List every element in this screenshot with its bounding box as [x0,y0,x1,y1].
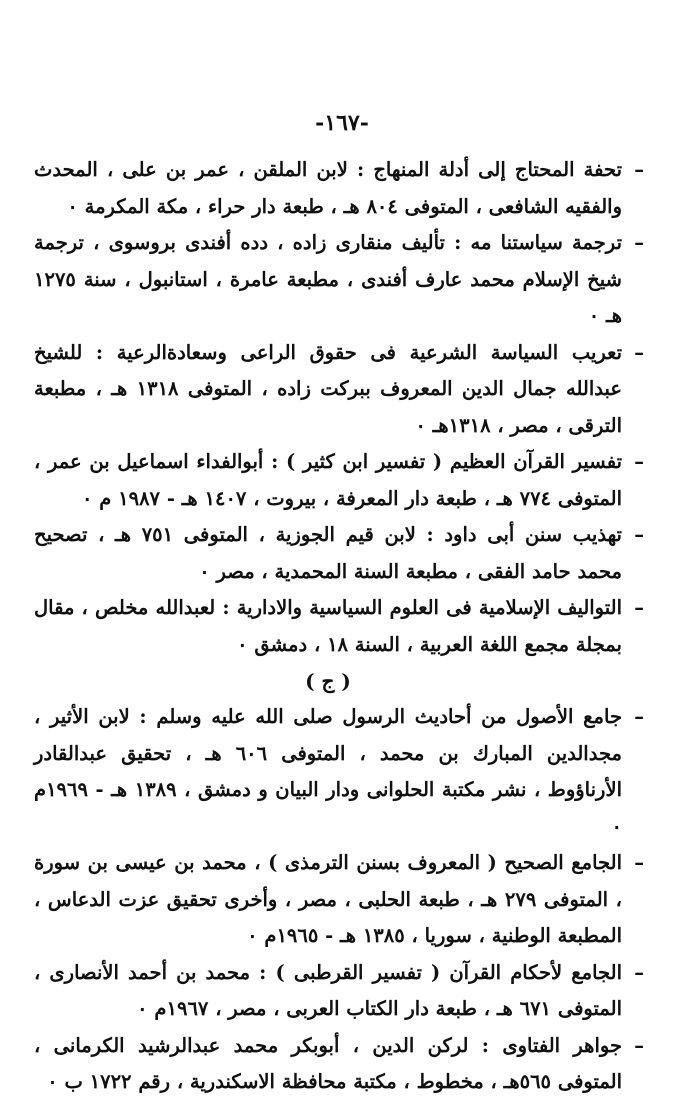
entry-dash: – [634,231,644,254]
entry-text: جامع الأصول من أحاديث الرسول صلى الله عليه وسلم : لابن الأثير ، مجدالدين المبارك بن محمد ، المتوفى ٦٠٦ هـ ، تحقيق عبدالقادر الأرناؤوط ، نشر مكتبة الحلوانى ودار البيان و دمشق ، ١٣٨٩ هـ - ١٩٦٩م ٠ [34,705,622,838]
entry-text: الجامع لأحكام القرآن ( تفسير القرطبى ) : محمد بن أحمد الأنصارى ، المتوفى ٦٧١ هـ ، طبعة دار الكتاب العربى ، مصر ، ١٩٦٧م ٠ [34,960,622,1020]
page-number: -١٦٧- [315,110,369,136]
entry-dash: – [634,450,644,473]
entry-text: تفسير القرآن العظيم ( تفسير ابن كثير ) : أبوالفداء اسماعيل بن عمر ، المتوفى ٧٧٤ هـ ، طبعة دار المعرفة ، بيروت ، ١٤٠٧ هـ - ١٩٨٧ م ٠ [34,450,622,510]
entry-dash: – [634,851,644,874]
bibliography-entry [34,845,644,955]
entry-dash: – [634,1033,644,1057]
entry-dash: – [634,158,644,181]
entry-text: تهذيب سنن أبى داود : لابن قيم الجوزية ، المتوفى ٧٥١ هـ ، تصحيح محمد حامد الفقى ، مطبعة السنة المحمدية ، مصر ٠ [34,523,622,583]
entry-dash: – [634,523,644,546]
bibliography-entry [34,225,644,335]
entry-text: ترجمة سياستنا مه : تأليف منقارى زاده ، دده أفندى بروسوى ، ترجمة شيخ الإسلام محمد عارف أفندى ، مطبعة عامرة ، استانبول ، سنة ١٢٧٥ هـ ٠ [34,231,622,327]
entry-dash: – [634,596,644,619]
entry-text: تعريب السياسة الشرعية فى حقوق الراعى وسعادةالرعية : للشيخ عبدالله جمال الدين المعروف ببركت زاده ، المتوفى ١٣١٨ هـ ، مطبعة الترقى ، مصر ، ١٣١٨هـ ٠ [34,340,623,437]
bibliography-entry [34,590,644,663]
entry-dash: – [634,340,644,364]
bibliography-entry [34,444,644,517]
bibliography-entry [34,517,644,590]
bibliography-entry [34,1028,644,1101]
entry-text: تحفة المحتاج إلى أدلة المنهاج : لابن الملقن ، عمر بن على ، المحدث والفقيه الشافعى ، المتوفى ٨٠٤ هـ ، طبعة دار حراء ، مكة المكرمة ٠ [34,158,622,218]
section-heading-jim: ( ج ) [305,669,351,693]
bibliography-entry [34,955,644,1028]
bibliography-list [34,152,644,1101]
entry-dash: – [634,960,644,984]
entry-text: الجامع الصحيح ( المعروف بسنن الترمذى ) ، محمد بن عيسى بن سورة ، المتوفى ٢٧٩ هـ ، طبعة الحلبى ، مصر ، وأخرى تحقيق عزت الدعاس ، المطبعة الوطنية ، سوريا ، ١٣٨٥ هـ - ١٩٦٥م ٠ [34,851,622,947]
bibliography-entry [34,152,644,225]
bibliography-entry [34,699,644,845]
entry-text: جواهر الفتاوى : لركن الدين ، أبوبكر محمد عبدالرشيد الكرمانى ، المتوفى ٥٦٥هـ ، مخطوط ، مكتبة محافظة الاسكندرية ، رقم ١٧٢٢ ب ٠ [34,1033,622,1093]
bibliography-entry [34,335,644,445]
entry-dash: – [634,705,644,728]
entry-text: التواليف الإسلامية فى العلوم السياسية والادارية : لعبدالله مخلص ، مقال بمجلة مجمع اللغة العربية ، السنة ١٨ ، دمشق ٠ [34,596,622,656]
